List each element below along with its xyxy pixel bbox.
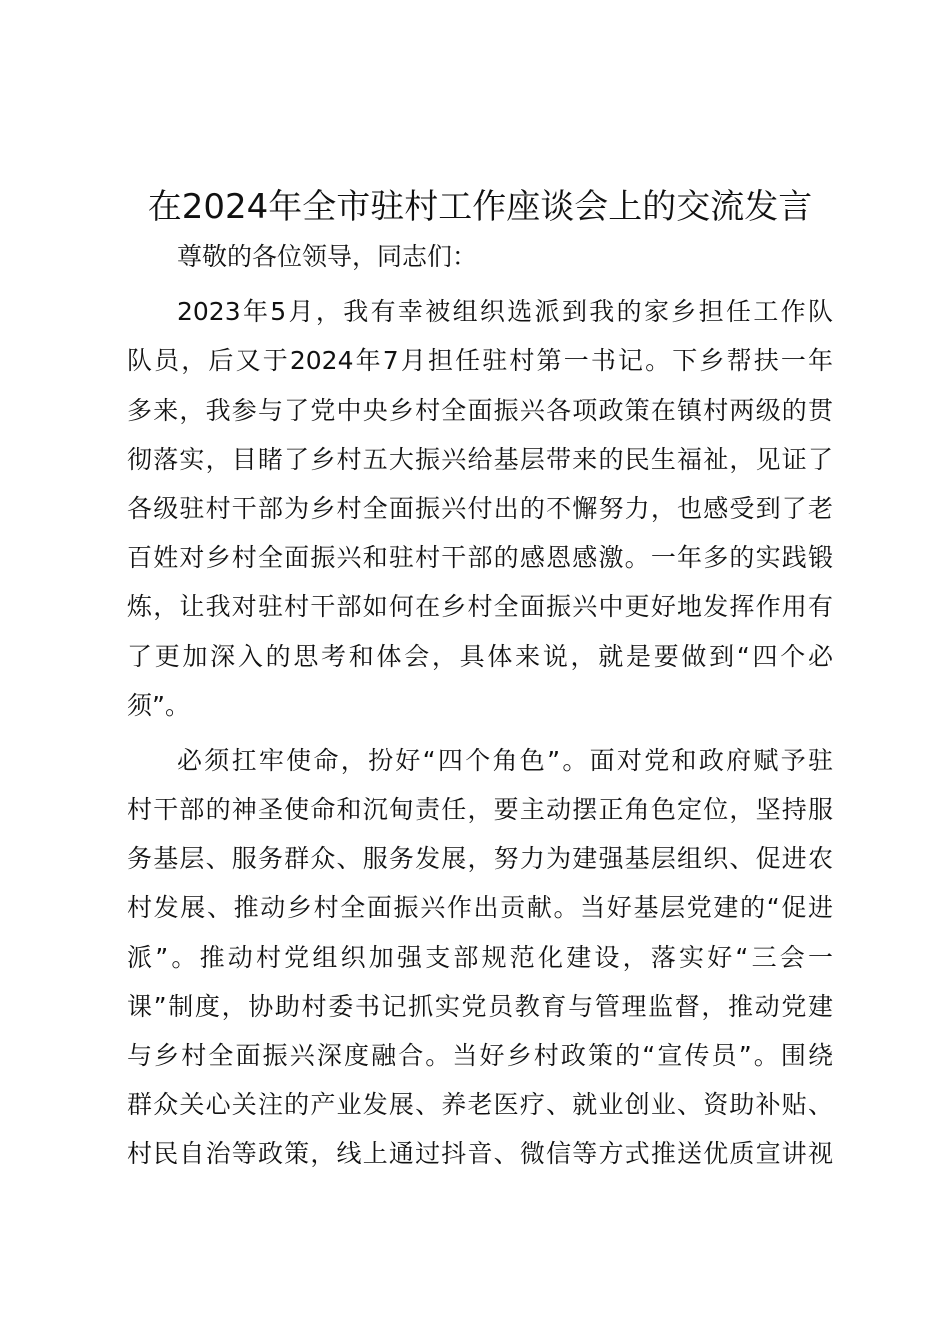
text-line: 多来，我参与了党中央乡村全面振兴各项政策在镇村两级的贯 bbox=[127, 395, 833, 425]
text-line: 必须扛牢使命，扮好“四个角色”。面对党和政府赋予驻 bbox=[177, 745, 833, 775]
text-line: 2023年5月，我有幸被组织选派到我的家乡担任工作队 bbox=[177, 297, 833, 327]
text-line: 彻落实，目睹了乡村五大振兴给基层带来的民生福祉，见证了 bbox=[127, 444, 833, 474]
text-line: 了更加深入的思考和体会，具体来说，就是要做到“四个必 bbox=[127, 641, 833, 671]
paragraph-section-one bbox=[127, 736, 833, 1179]
text-line: 村干部的神圣使命和沉甸责任，要主动摆正角色定位，坚持服 bbox=[127, 795, 833, 825]
text-line: 群众关心关注的产业发展、养老医疗、就业创业、资助补贴、 bbox=[127, 1090, 833, 1120]
text-line: 须”。 bbox=[127, 690, 190, 720]
text-line: 与乡村全面振兴深度融合。当好乡村政策的“宣传员”。围绕 bbox=[127, 1041, 833, 1070]
text-line: 村发展、推动乡村全面振兴作出贡献。当好基层党建的“促进 bbox=[127, 893, 833, 923]
text-line: 派”。推动村党组织加强支部规范化建设，落实好“三会一 bbox=[127, 942, 833, 972]
text-line: 队员，后又于2024年7月担任驻村第一书记。下乡帮扶一年 bbox=[127, 346, 833, 376]
text-line: 课”制度，协助村委书记抓实党员教育与管理监督，推动党建 bbox=[127, 991, 833, 1021]
text-line: 务基层、服务群众、服务发展，努力为建强基层组织、促进农 bbox=[127, 844, 833, 874]
paragraph-salutation bbox=[127, 232, 833, 281]
text-line: 百姓对乡村全面振兴和驻村干部的感恩感激。一年多的实践锻 bbox=[127, 543, 833, 573]
text-line: 各级驻村干部为乡村全面振兴付出的不懈努力，也感受到了老 bbox=[127, 493, 833, 523]
text-line: 村民自治等政策，线上通过抖音、微信等方式推送优质宣讲视 bbox=[127, 1139, 833, 1169]
paragraph-intro bbox=[127, 287, 833, 730]
document-title: 在2024年全市驻村工作座谈会上的交流发言 bbox=[147, 187, 813, 227]
text-line: 炼，让我对驻村干部如何在乡村全面振兴中更好地发挥作用有 bbox=[127, 592, 833, 622]
text-line: 尊敬的各位领导，同志们： bbox=[177, 242, 478, 271]
document-body bbox=[127, 232, 833, 1185]
